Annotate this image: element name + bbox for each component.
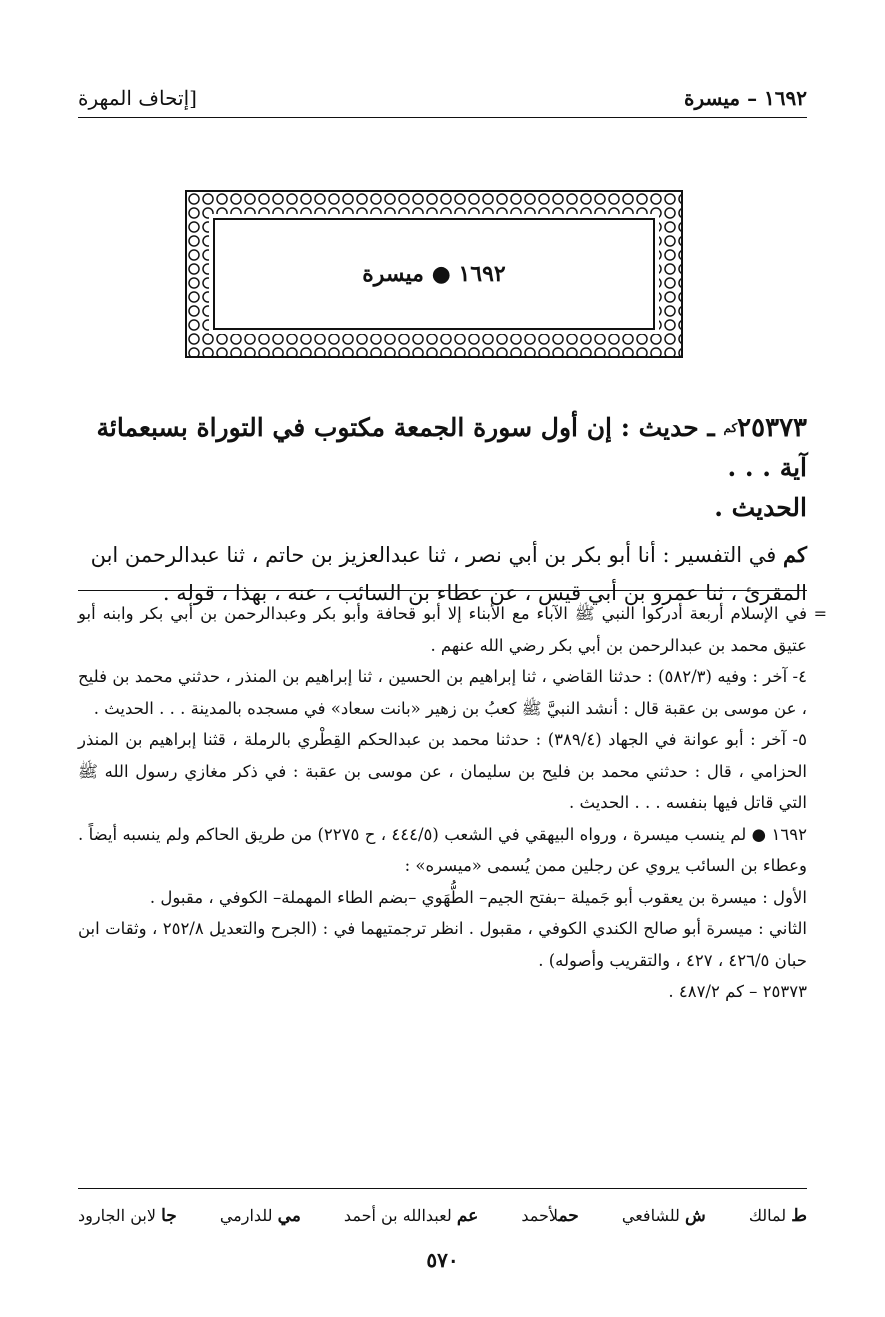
abbrev-item: ط لمالك <box>748 1206 807 1226</box>
header-book-title: [إتحاف المهرة <box>78 85 197 110</box>
page-number: ٥٧٠ <box>426 1248 459 1272</box>
footnote-paragraph: ٥- آخر : أبو عوانة في الجهاد (٣٨٩/٤) : حدثنا محمد بن عبدالحكم القِطْري بالرملة ، قثنا إبراهيم بن المنذر الحزامي ، قال : حدثني محمد بن فليح بن سليمان ، عن موسى بن عقبة : في ذكر مغازي رسول الله ﷺ التي قاتل فيها بنفسه . . . الحديث . <box>78 730 807 812</box>
footnote-paragraph: الأول : ميسرة بن يعقوب أبو جَميلة –بفتح الجيم– الطُّهَوي –بضم الطاء المهملة– الكوفي ، مقبول . <box>149 887 807 907</box>
footnote-divider <box>78 590 807 591</box>
footnote-paragraph: ٤- آخر : وفيه (٥٨٢/٣) : حدثنا القاضي ، ثنا إبراهيم بن الحسين ، ثنا إبراهيم بن المنذر ، حدثني محمد بن فليح ، عن موسى بن عقبة قال : أنشد النبيَّ ﷺ كعبُ بن زهير «بانت سعاد» في مسجده بالمدينة . . . الحديث . <box>78 667 807 718</box>
abbrev-item: عم لعبدالله بن أحمد <box>343 1206 479 1226</box>
hadith-heading <box>78 408 807 528</box>
abbrev-item: ش للشافعي <box>621 1206 706 1226</box>
abbrev-item: جا لابن الجارود <box>78 1206 177 1226</box>
hadith-body-source: كم <box>783 542 807 567</box>
hadith-body-text: في التفسير : أنا أبو بكر بن أبي نصر ، ثنا عبدالعزيز بن حاتم ، ثنا عبدالرحمن ابن المقرئ ، ثنا عمرو بن أبي قيس ، عن عطاء بن السائب ، عنه ، بهذا ، قوله . <box>90 543 807 605</box>
footnote-paragraph: ١٦٩٢ ● لم ينسب ميسرة ، ورواه البيهقي في الشعب (٤٤٤/٥ ، ح ٢٢٧٥) من طريق الحاكم ولم ينسبه أيضاً . وعطاء بن السائب يروي عن رجلين ممن يُسمى «ميسره» : <box>78 824 807 875</box>
abbreviations-divider <box>78 1188 807 1189</box>
abbreviations-key <box>78 1206 807 1226</box>
hadith-text-cont: الحديث . <box>714 493 807 522</box>
hadith-entry <box>78 408 807 612</box>
frame-inner <box>213 218 655 330</box>
footnote-paragraph: الثاني : ميسرة أبو صالح الكندي الكوفي ، مقبول . انظر ترجمتيهما في : (الجرح والتعديل ٢٥٢/٨ ، وثقات ابن حبان ٤٢٦/٥ ، ٤٢٧ ، والتقريب وأصوله) . <box>78 919 807 970</box>
hadith-source-sup: كم <box>723 421 738 435</box>
footnote-paragraph: في الإسلام أربعة أدركوا النبي ﷺ الآباء مع الأبناء إلا أبو قحافة وأبو بكر وعبدالرحمن بن أبي بكر وابنه أبو عتيق محمد بن عبدالرحمن بن أبي بكر رضي الله عنهم . <box>78 604 807 655</box>
footnote-paragraph: ٢٥٣٧٣ – كم ٤٨٧/٢ . <box>668 982 807 1001</box>
footnotes <box>78 598 807 1008</box>
header-section-title: ١٦٩٢ – ميسرة <box>684 85 807 110</box>
section-title: ١٦٩٢ ● ميسرة <box>362 261 506 287</box>
hadith-text: ـ حديث : إن أول سورة الجمعة مكتوب في التوراة بسبعمائة آية . . . <box>96 413 807 482</box>
abbrev-item: مي للدارمي <box>219 1206 301 1226</box>
hadith-number: ٢٥٣٧٣ <box>737 413 807 443</box>
running-header <box>78 78 807 118</box>
ornamental-frame <box>185 190 683 358</box>
continuation-mark: = <box>813 604 827 623</box>
abbrev-item: حملأحمد <box>521 1206 579 1226</box>
